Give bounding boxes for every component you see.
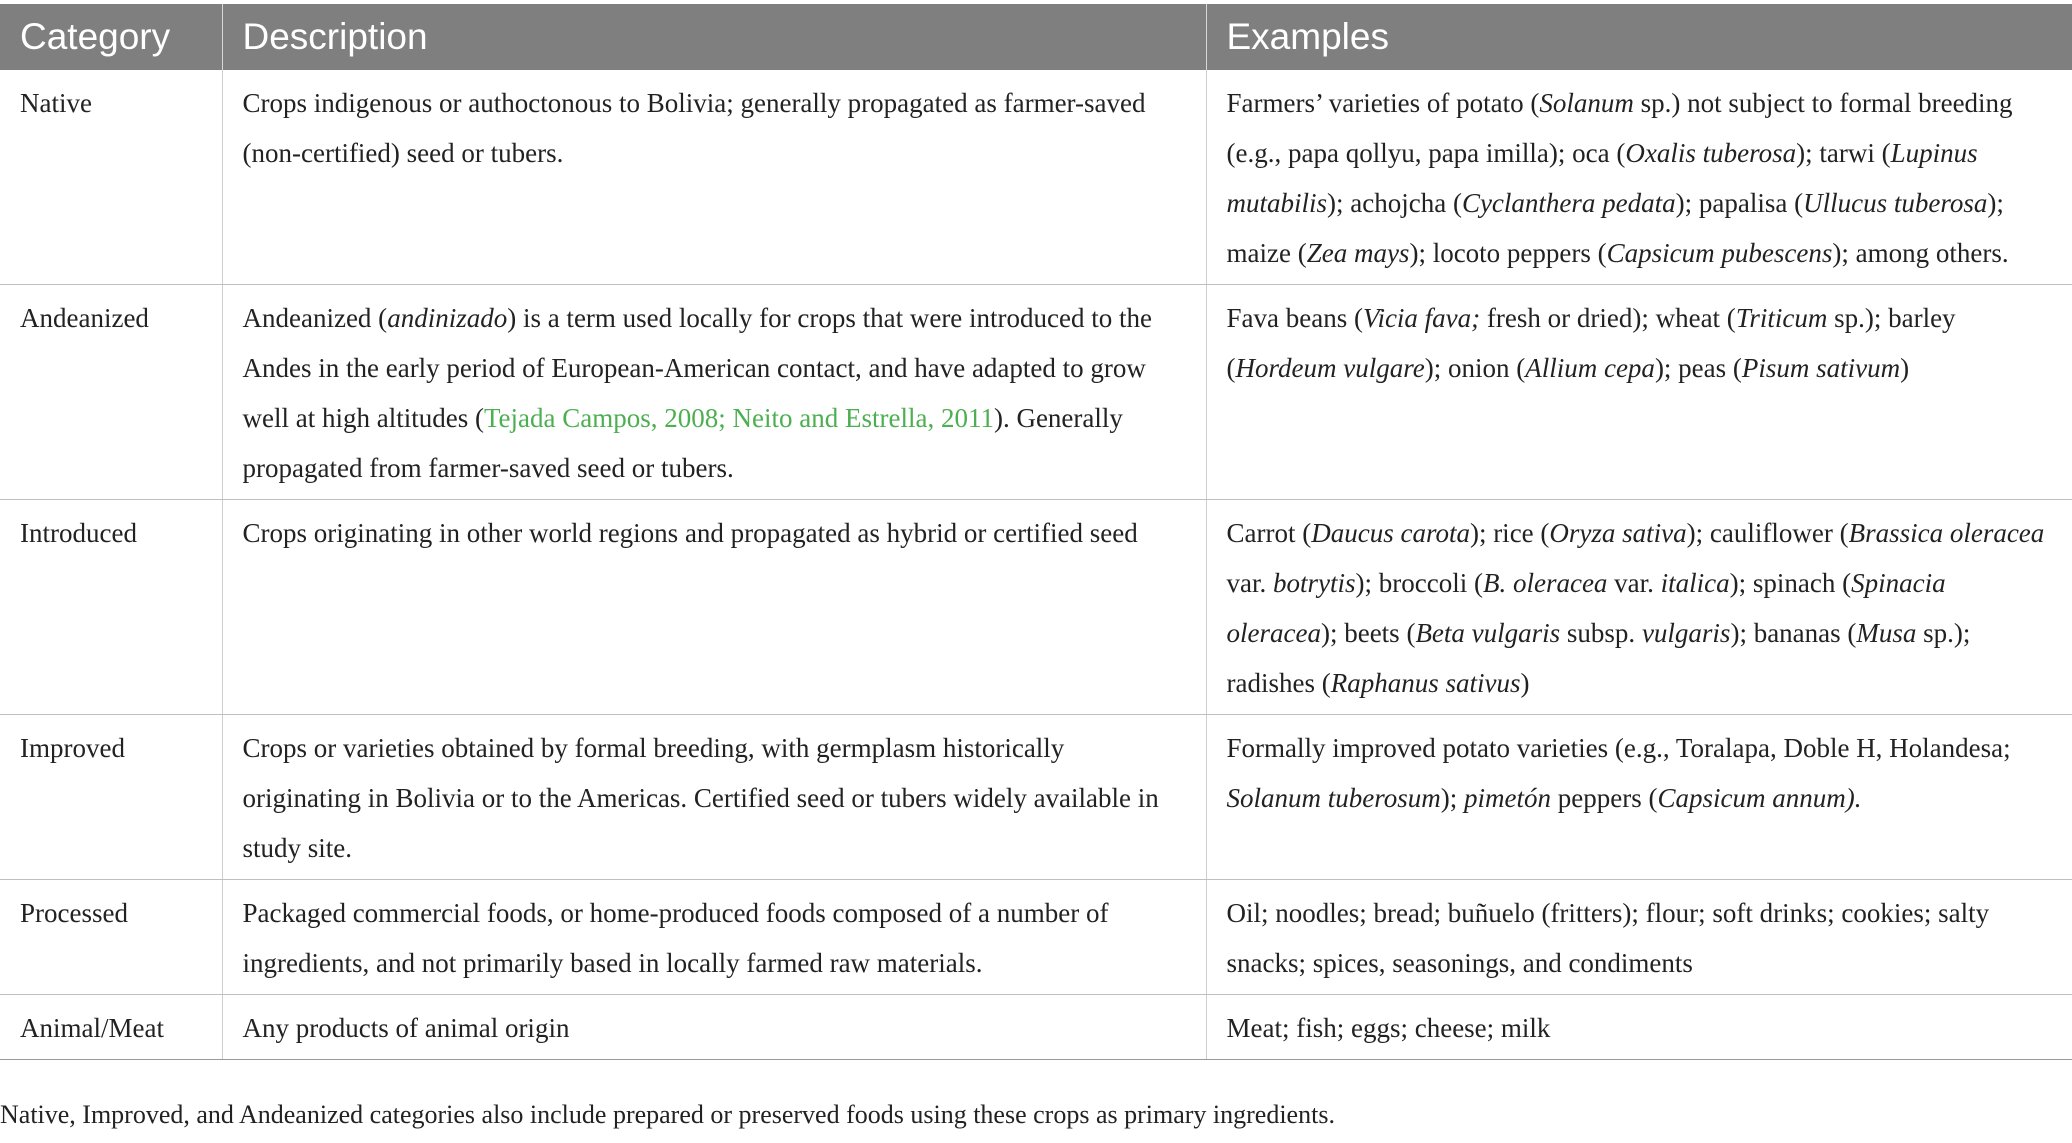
species-name: Oryza sativa — [1549, 518, 1687, 548]
text-segment: Carrot ( — [1226, 518, 1312, 548]
examples-cell — [1206, 715, 2072, 880]
examples-cell — [1206, 285, 2072, 500]
text-segment: var. — [1607, 568, 1661, 598]
table-row — [0, 995, 2072, 1060]
species-name: Musa — [1856, 618, 1917, 648]
crop-category-table — [0, 4, 2072, 1060]
category-cell: Introduced — [0, 500, 222, 715]
text-segment: ); rice ( — [1469, 518, 1550, 548]
text-segment: Crops originating in other world regions and propagated as hybrid or certified seed — [242, 518, 1138, 548]
text-segment: ); spinach ( — [1729, 568, 1852, 598]
text-segment: Crops indigenous or authoctonous to Bolivia; generally propagated as farmer-saved (non-certified) seed or tubers. — [242, 88, 1146, 168]
text-segment: sp.) not subject to formal breeding (e.g., papa qollyu, papa imilla); oca ( — [1226, 88, 2013, 168]
header-row — [0, 4, 2072, 70]
text-segment: ); tarwi ( — [1796, 138, 1891, 168]
species-name: Daucus carota — [1311, 518, 1470, 548]
table-row — [0, 285, 2072, 500]
text-segment: var. — [1226, 568, 1273, 598]
species-name: Oxalis tuberosa — [1625, 138, 1797, 168]
species-name: Lupinus mutabilis — [1226, 138, 1978, 218]
description-cell — [222, 70, 1206, 285]
text-segment: ); onion ( — [1424, 353, 1526, 383]
species-name: Brassica oleracea — [1848, 518, 2045, 548]
examples-cell — [1206, 995, 2072, 1060]
text-segment: Andeanized ( — [242, 303, 388, 333]
species-name: pimetón — [1464, 783, 1551, 813]
table-body — [0, 70, 2072, 1060]
text-segment: peppers ( — [1551, 783, 1658, 813]
text-segment: Formally improved potato varieties (e.g., Toralapa, Doble H, Holandesa; — [1226, 733, 2011, 763]
citation-link[interactable]: Tejada Campos, 2008; Neito and Estrella, 2011 — [483, 403, 994, 433]
text-segment: Packaged commercial foods, or home-produced foods composed of a number of ingredients, and not primarily based in locally farmed raw materials. — [242, 898, 1109, 978]
species-name: Pisum sativum — [1741, 353, 1901, 383]
description-cell — [222, 995, 1206, 1060]
species-name: Raphanus sativus — [1330, 668, 1521, 698]
header-description: Description — [222, 4, 1206, 70]
species-name: Capsicum annum). — [1657, 783, 1862, 813]
text-segment: ) — [1900, 353, 1910, 383]
text-segment: ); among others. — [1832, 238, 2009, 268]
species-name: Beta vulgaris — [1415, 618, 1561, 648]
text-segment: Meat; fish; eggs; cheese; milk — [1226, 1013, 1551, 1043]
table-row — [0, 880, 2072, 995]
text-segment: subsp. — [1560, 618, 1642, 648]
header-category: Category — [0, 4, 222, 70]
text-segment: ); broccoli ( — [1355, 568, 1483, 598]
species-name: Ullucus tuberosa — [1803, 188, 1988, 218]
species-name: Solanum — [1539, 88, 1634, 118]
table-footnote: Native, Improved, and Andeanized categories also include prepared or preserved foods using these crops as primary ingredients. — [0, 1100, 1335, 1129]
text-segment: ) — [1520, 668, 1530, 698]
species-name: vulgaris — [1641, 618, 1731, 648]
species-name: Solanum tuberosum — [1226, 783, 1441, 813]
species-name: Vicia fava; — [1362, 303, 1481, 333]
text-segment: Any products of animal origin — [242, 1013, 570, 1043]
species-name: Zea mays — [1306, 238, 1410, 268]
text-segment: ); — [1440, 783, 1464, 813]
text-segment: fresh or dried); wheat ( — [1480, 303, 1736, 333]
text-segment: ); maize ( — [1226, 188, 2004, 268]
category-cell: Improved — [0, 715, 222, 880]
text-segment: Oil; noodles; bread; buñuelo (fritters); flour; soft drinks; cookies; salty snacks; spices, seasonings, and condiments — [1226, 898, 1990, 978]
text-segment: ) is a term used locally for crops that were introduced to the Andes in the early period of European-American contact, and have adapted to grow well at high altitudes ( — [242, 303, 1152, 433]
species-name: Spinacia oleracea — [1226, 568, 1946, 648]
text-segment: sp.); radishes ( — [1226, 618, 1971, 698]
description-cell — [222, 715, 1206, 880]
text-segment: ); papalisa ( — [1675, 188, 1804, 218]
species-name: Allium cepa — [1525, 353, 1655, 383]
species-name: B. oleracea — [1482, 568, 1608, 598]
species-name: Triticum — [1735, 303, 1828, 333]
text-segment: ); bananas ( — [1730, 618, 1857, 648]
text-segment: ). Generally propagated from farmer-saved seed or tubers. — [242, 403, 1123, 483]
species-name: italica — [1660, 568, 1730, 598]
table-row — [0, 500, 2072, 715]
description-cell — [222, 880, 1206, 995]
header-examples: Examples — [1206, 4, 2072, 70]
table-row — [0, 70, 2072, 285]
examples-cell — [1206, 500, 2072, 715]
text-segment: sp.); barley ( — [1226, 303, 1956, 383]
text-segment: ); peas ( — [1654, 353, 1742, 383]
species-name: botrytis — [1273, 568, 1356, 598]
description-cell — [222, 285, 1206, 500]
text-segment: Fava beans ( — [1226, 303, 1363, 333]
table-row — [0, 715, 2072, 880]
category-cell: Processed — [0, 880, 222, 995]
text-segment: Crops or varieties obtained by formal breeding, with germplasm historically originating in Bolivia or to the Americas. Certified seed or tubers widely available in study site. — [242, 733, 1159, 863]
category-cell: Animal/Meat — [0, 995, 222, 1060]
category-cell: Native — [0, 70, 222, 285]
description-cell — [222, 500, 1206, 715]
text-segment: ); cauliflower ( — [1686, 518, 1849, 548]
species-name: andinizado — [387, 303, 508, 333]
examples-cell — [1206, 880, 2072, 995]
category-cell: Andeanized — [0, 285, 222, 500]
text-segment: ); beets ( — [1320, 618, 1416, 648]
table-header — [0, 4, 2072, 70]
examples-cell — [1206, 70, 2072, 285]
species-name: Hordeum vulgare — [1235, 353, 1425, 383]
species-name: Cyclanthera pedata — [1461, 188, 1676, 218]
species-name: Capsicum pubescens — [1606, 238, 1833, 268]
text-segment: Farmers’ varieties of potato ( — [1226, 88, 1540, 118]
table-container — [0, 4, 2072, 1060]
text-segment: ); locoto peppers ( — [1409, 238, 1607, 268]
text-segment: ); achojcha ( — [1327, 188, 1462, 218]
